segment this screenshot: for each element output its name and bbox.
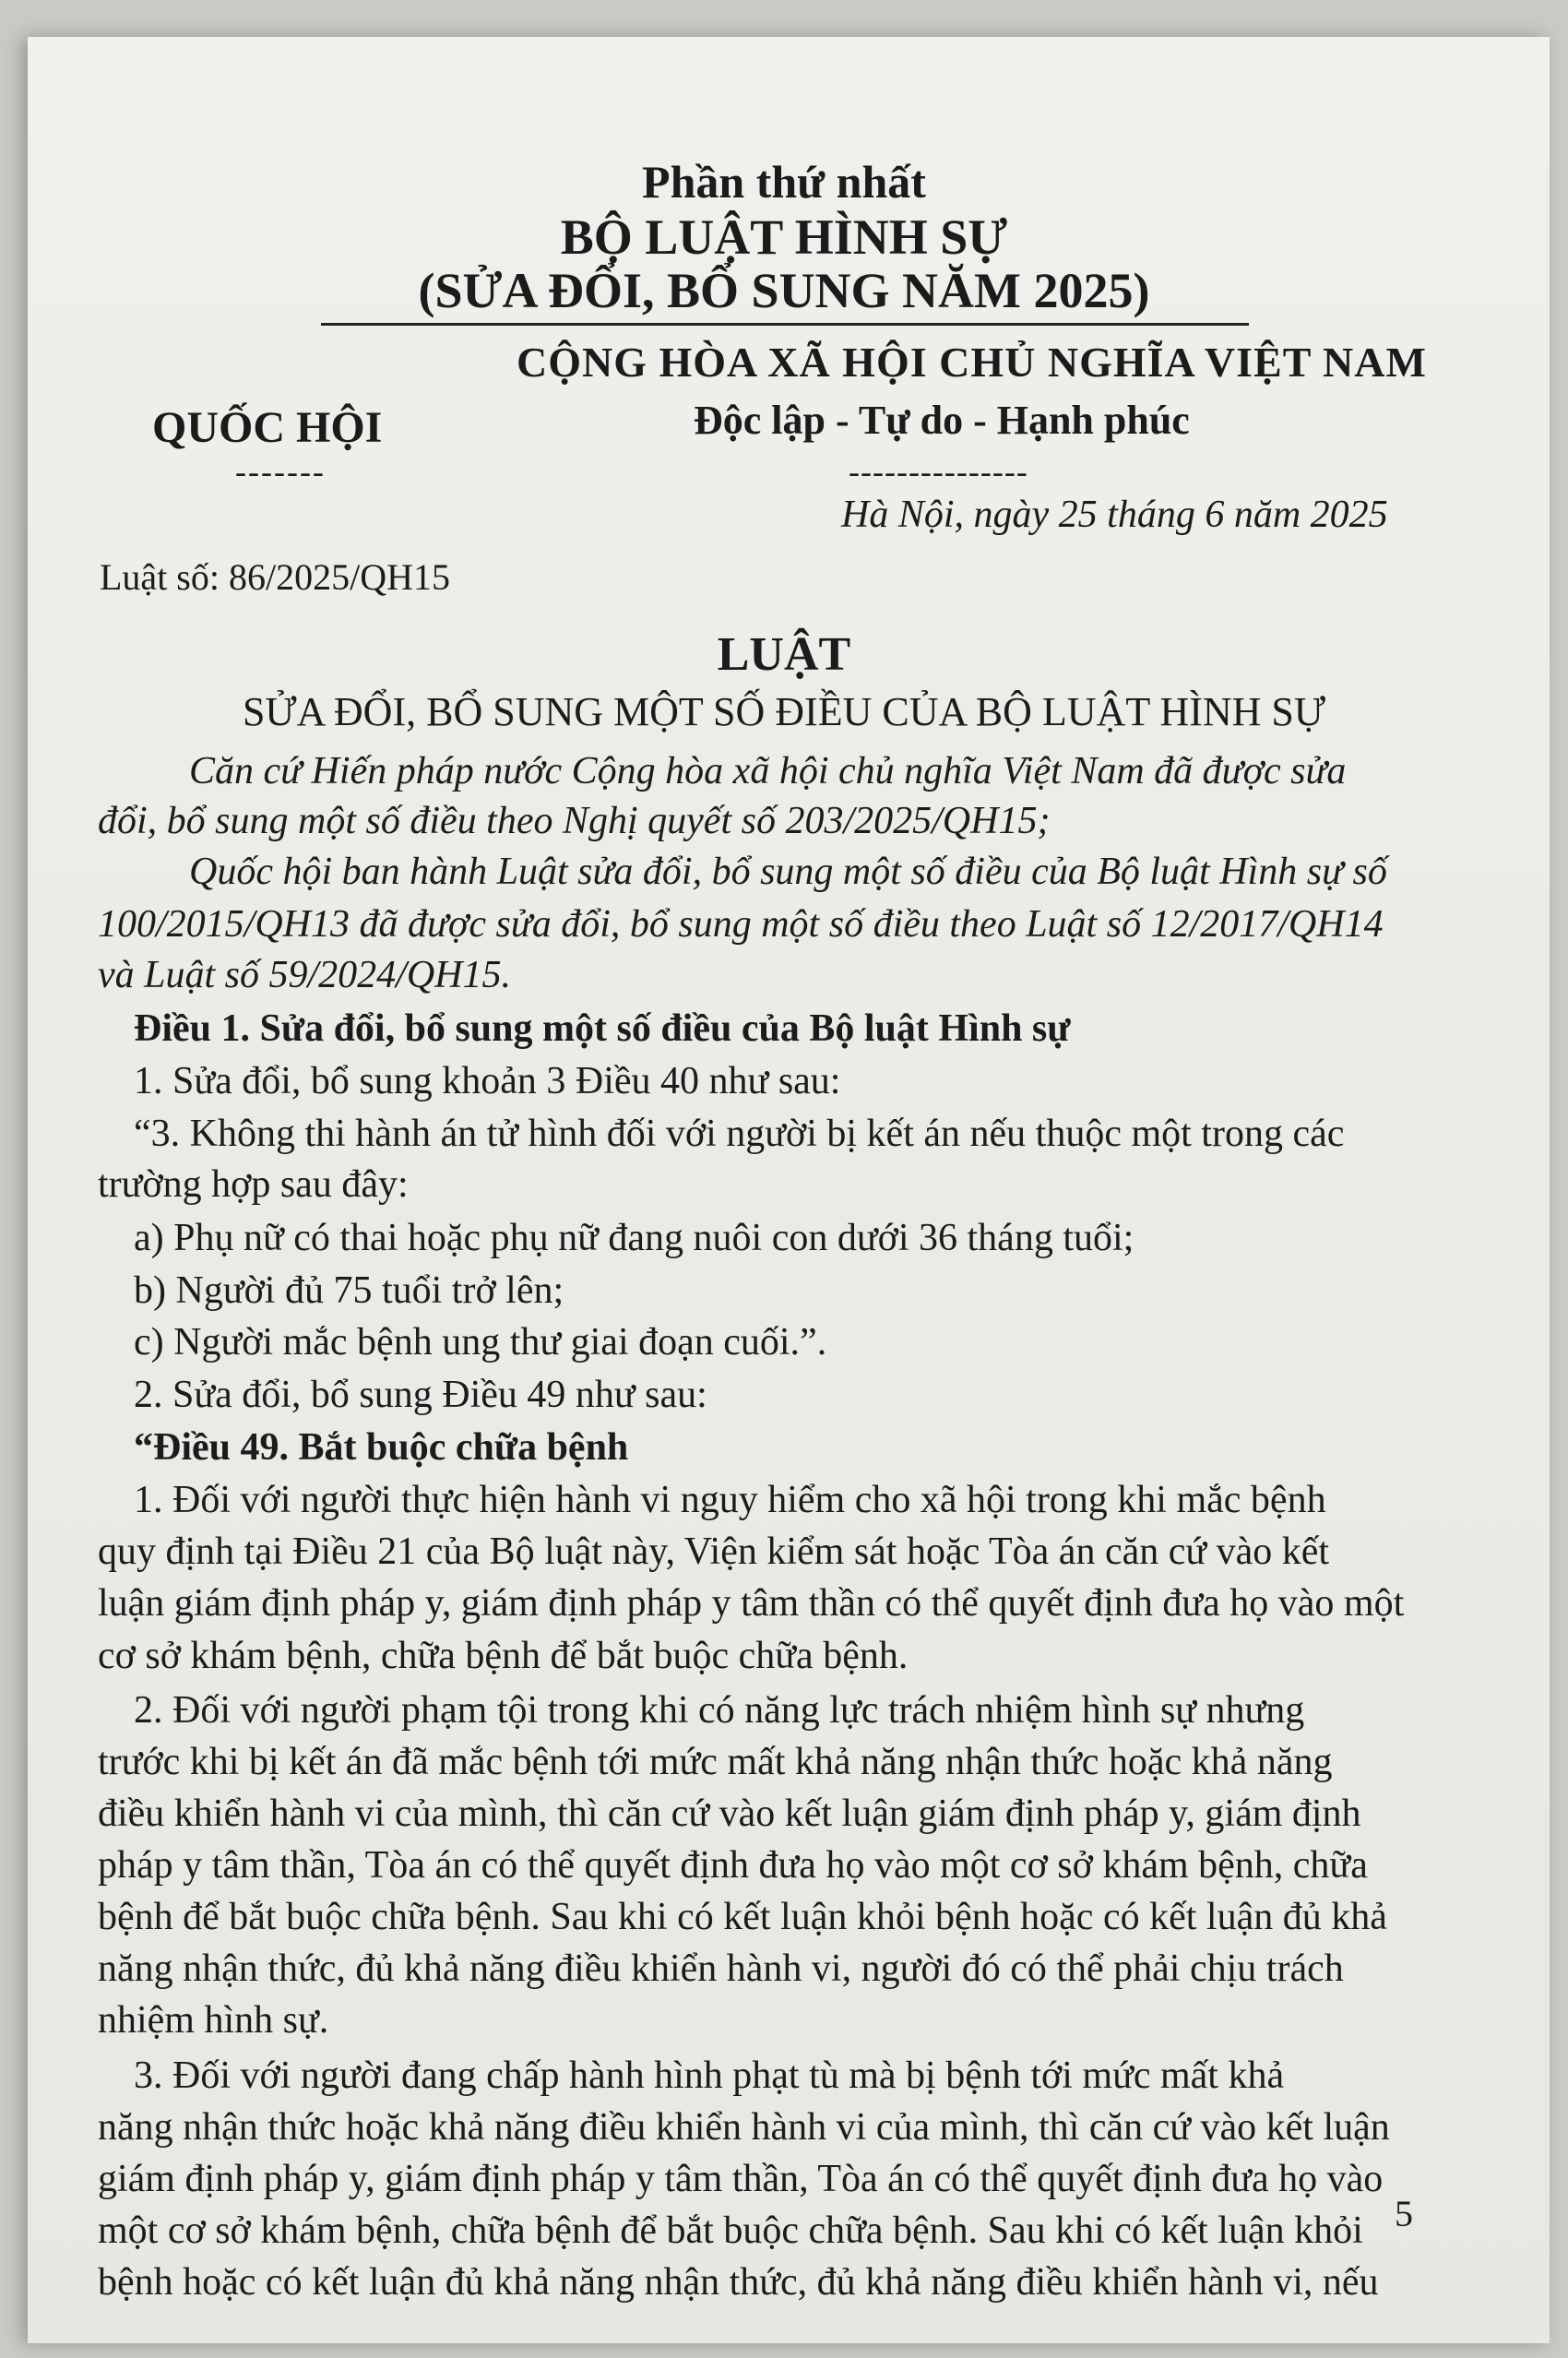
preamble-line: và Luật số 59/2024/QH15. xyxy=(98,954,512,996)
body-line: quy định tại Điều 21 của Bộ luật này, Viện kiểm sát hoặc Tòa án căn cứ vào kết xyxy=(98,1530,1330,1573)
preamble-line: 100/2015/QH13 đã được sửa đổi, bổ sung một số điều theo Luật số 12/2017/QH14 xyxy=(98,903,1384,946)
preamble-line: Căn cứ Hiến pháp nước Cộng hòa xã hội chủ nghĩa Việt Nam đã được sửa xyxy=(189,750,1347,792)
body-line: trường hợp sau đây: xyxy=(98,1163,409,1206)
body-line: 2. Đối với người phạm tội trong khi có năng lực trách nhiệm hình sự nhưng xyxy=(134,1689,1305,1732)
body-line: “3. Không thi hành án tử hình đối với người bị kết án nếu thuộc một trong các xyxy=(134,1113,1345,1155)
preamble-line: đổi, bổ sung một số điều theo Nghị quyết số 203/2025/QH15; xyxy=(98,800,1051,842)
part-title: Phần thứ nhất xyxy=(642,156,926,208)
body-line: năng nhận thức hoặc khả năng điều khiển hành vi của mình, thì căn cứ vào kết luận xyxy=(98,2106,1390,2149)
body-line: 2. Sửa đổi, bổ sung Điều 49 như sau: xyxy=(134,1374,707,1416)
body-line: nhiệm hình sự. xyxy=(98,1999,329,2042)
amendment-title: (SỬA ĐỔI, BỔ SUNG NĂM 2025) xyxy=(418,263,1150,318)
body-line: 1. Đối với người thực hiện hành vi nguy hiểm cho xã hội trong khi mắc bệnh xyxy=(134,1479,1326,1521)
body-line: 3. Đối với người đang chấp hành hình phạt tù mà bị bệnh tới mức mất khả xyxy=(134,2054,1285,2097)
body-line: năng nhận thức, đủ khả năng điều khiển hành vi, người đó có thể phải chịu trách xyxy=(98,1947,1344,1990)
page-number: 5 xyxy=(1395,2193,1413,2234)
body-line: một cơ sở khám bệnh, chữa bệnh để bắt buộc chữa bệnh. Sau khi có kết luận khỏi xyxy=(98,2209,1363,2252)
body-line: cơ sở khám bệnh, chữa bệnh để bắt buộc chữa bệnh. xyxy=(98,1635,909,1677)
body-line: trước khi bị kết án đã mắc bệnh tới mức mất khả năng nhận thức hoặc khả năng xyxy=(98,1741,1333,1783)
body-line: 1. Sửa đổi, bổ sung khoản 3 Điều 40 như sau: xyxy=(134,1060,841,1102)
title-divider xyxy=(321,323,1249,326)
preamble-line: Quốc hội ban hành Luật sửa đổi, bổ sung một số điều của Bộ luật Hình sự số xyxy=(189,851,1387,893)
document-heading: LUẬT xyxy=(717,628,851,681)
article-heading: “Điều 49. Bắt buộc chữa bệnh xyxy=(134,1426,629,1469)
national-motto: Độc lập - Tự do - Hạnh phúc xyxy=(694,398,1190,443)
body-line: luận giám định pháp y, giám định pháp y tâm thần có thể quyết định đưa họ vào một xyxy=(98,1582,1405,1625)
motto-divider: --------------- xyxy=(849,453,1028,490)
body-line: c) Người mắc bệnh ung thư giai đoạn cuối.”. xyxy=(134,1321,827,1364)
body-line: a) Phụ nữ có thai hoặc phụ nữ đang nuôi con dưới 36 tháng tuổi; xyxy=(134,1217,1134,1259)
law-title: BỘ LUẬT HÌNH SỰ xyxy=(560,209,1008,265)
body-line: pháp y tâm thần, Tòa án có thể quyết định đưa họ vào một cơ sở khám bệnh, chữa xyxy=(98,1844,1368,1887)
body-line: bệnh hoặc có kết luận đủ khả năng nhận thức, đủ khả năng điều khiển hành vi, nếu xyxy=(98,2261,1379,2304)
article-heading: Điều 1. Sửa đổi, bổ sung một số điều của Bộ luật Hình sự xyxy=(134,1007,1071,1050)
organization-divider: ------- xyxy=(235,453,326,490)
body-line: bệnh để bắt buộc chữa bệnh. Sau khi có kết luận khỏi bệnh hoặc có kết luận đủ khả xyxy=(98,1896,1387,1938)
place-and-date: Hà Nội, ngày 25 tháng 6 năm 2025 xyxy=(841,494,1388,536)
body-line: giám định pháp y, giám định pháp y tâm thần, Tòa án có thể quyết định đưa họ vào xyxy=(98,2158,1384,2200)
body-line: b) Người đủ 75 tuổi trở lên; xyxy=(134,1269,564,1312)
document-subheading: SỬA ĐỔI, BỔ SUNG MỘT SỐ ĐIỀU CỦA BỘ LUẬT HÌNH SỰ xyxy=(242,689,1326,734)
body-line: điều khiển hành vi của mình, thì căn cứ vào kết luận giám định pháp y, giám định xyxy=(98,1792,1361,1835)
issuing-organization: QUỐC HỘI xyxy=(152,403,383,452)
law-number: Luật số: 86/2025/QH15 xyxy=(100,556,450,598)
republic-name: CỘNG HÒA XÃ HỘI CHỦ NGHĨA VIỆT NAM xyxy=(517,339,1427,386)
